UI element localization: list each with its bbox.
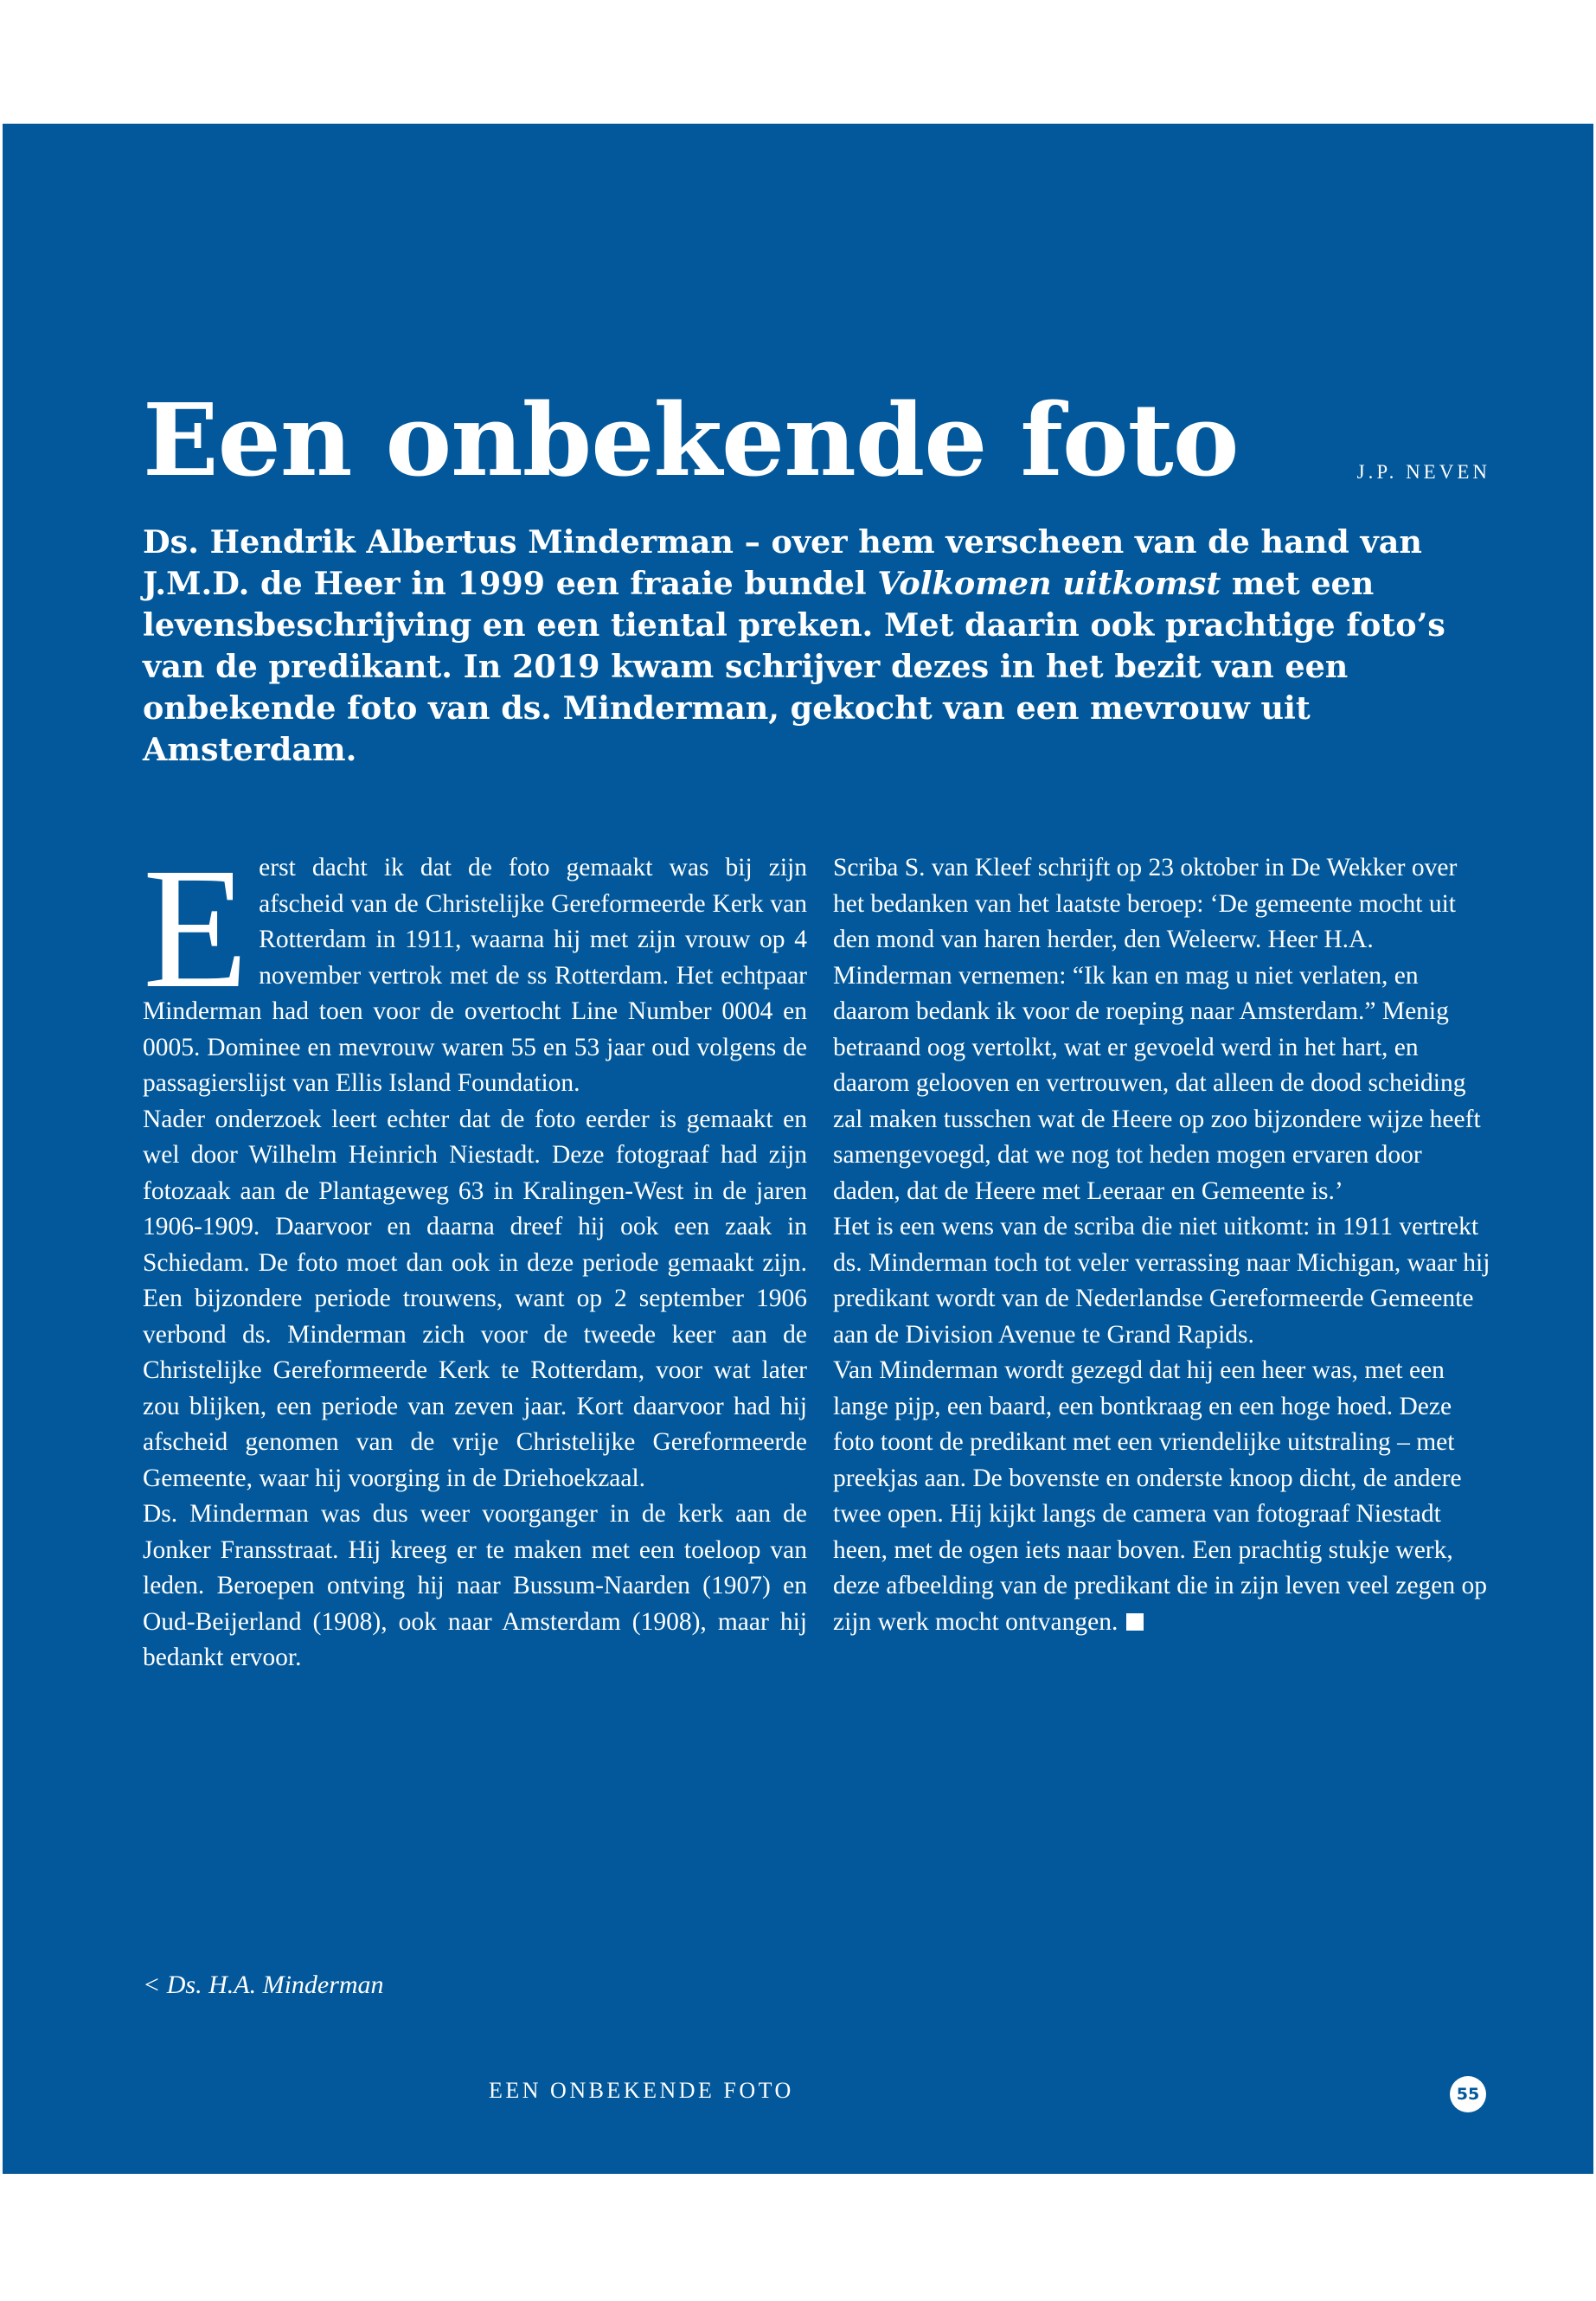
body-paragraph-text: erst dacht ik dat de foto gemaakt was bij zijn afscheid van de Christelijke Gereformeerde Kerk van Rotterdam in 1911, waarna hij met zijn vrouw op 4 november vertrok met de ss Rotterdam. Het echtpaar Minderman had toen voor de overtocht Line Number 0004 en 0005. Dominee en mevrouw waren 55 en 53 jaar oud volgens de passagierslijst van Ellis Island Foundation. [143,854,807,1097]
author-byline: J.P. NEVEN [1356,461,1490,483]
body-paragraph [143,833,807,1102]
drop-cap: E [143,833,249,1024]
body-paragraph: Ds. Minderman was dus weer voorganger in de kerk aan de Jonker Fransstraat. Hij kreeg er te maken met een toeloop van leden. Beroepen ontving hij naar Bussum-Naarden (1907) en Oud-Beijerland (1908), ook naar Amsterdam (1908), maar hij bedankt ervoor. [143,1500,807,1671]
end-of-article-square-icon [1126,1613,1144,1631]
body-column-right [833,850,1490,1640]
article-title: Een onbekende foto [143,382,1239,499]
page-number-badge: 55 [1450,2076,1486,2112]
body-paragraph: Scriba S. van Kleef schrijft op 23 oktober in De Wekker over het bedanken van het laatste beroep: ‘De gemeente mocht uit den mond van haren herder, den Weleerw. Heer H.A. Minderman vernemen: “Ik kan en mag u niet verlaten, en daarom bedank ik voor de roeping naar Amsterdam.” Menig betraand oog vertolkt, wat er gevoeld werd in het hart, en daarom gelooven en vertrouwen, dat alleen de dood scheiding zal maken tusschen wat de Heere op zoo bijzondere wijze heeft samengevoegd, dat we nog tot heden mogen ervaren door daden, dat de Heere met Leeraar en Gemeente is.’ [833,854,1481,1205]
article-lead [143,522,1492,771]
body-paragraph [833,1353,1490,1640]
photo-caption: < Ds. H.A. Minderman [143,1971,384,1999]
body-paragraph: Het is een wens van de scriba die niet uitkomt: in 1911 vertrekt ds. Minderman toch tot veler verrassing naar Michigan, waar hij predikant wordt van de Nederlandse Gereformeerde Gemeente aan de Division Avenue te Grand Rapids. [833,1213,1490,1349]
book-title: Volkomen uitkomst [877,565,1221,602]
body-paragraph: Nader onderzoek leert echter dat de foto eerder is gemaakt en wel door Wilhelm Heinrich Niestadt. Deze fotograaf had zijn fotozaak aan de Plantageweg 63 in Kralingen-West in de jaren 1906-1909. Daarvoor en daarna dreef hij ook een zaak in Schiedam. De foto moet dan ook in deze periode gemaakt zijn. Een bijzondere periode trouwens, want op 2 september 1906 verbond ds. Minderman zich voor de tweede keer aan de Christelijke Gereformeerde Kerk te Rotterdam, voor wat later zou blijken, een periode van zeven jaar. Kort daarvoor had hij afscheid genomen van de vrije Christelijke Gereformeerde Gemeente, waar hij voorging in de Driehoekzaal. [143,1105,807,1492]
footer-running-title: EEN ONBEKENDE FOTO [489,2078,794,2103]
lead-text-start: Ds. Hendrik Albertus Minderman – over hem verscheen van de hand van J.M.D. de Heer in 1999 een fraaie bundel [143,523,1422,602]
lead-text-end: met een levensbeschrijving en een tiental preken. Met daarin ook prachtige foto’s van de predikant. In 2019 kwam schrijver dezes in het bezit van een onbekende foto van ds. Minderman, gekocht van een mevrouw uit Amsterdam. [143,565,1445,768]
body-paragraph-text: Van Minderman wordt gezegd dat hij een heer was, met een lange pijp, een baard, een bontkraag en een hoge hoed. Deze foto toont de predikant met een vriendelijke uitstraling – met preekjas aan. De bovenste en onderste knoop dicht, de andere twee open. Hij kijkt langs de camera van fotograaf Niestadt heen, met de ogen iets naar boven. Een prachtig stukje werk, deze afbeelding van de predikant die in zijn leven veel zegen op zijn werk mocht ontvangen. [833,1356,1488,1636]
body-column-left [143,833,807,1676]
